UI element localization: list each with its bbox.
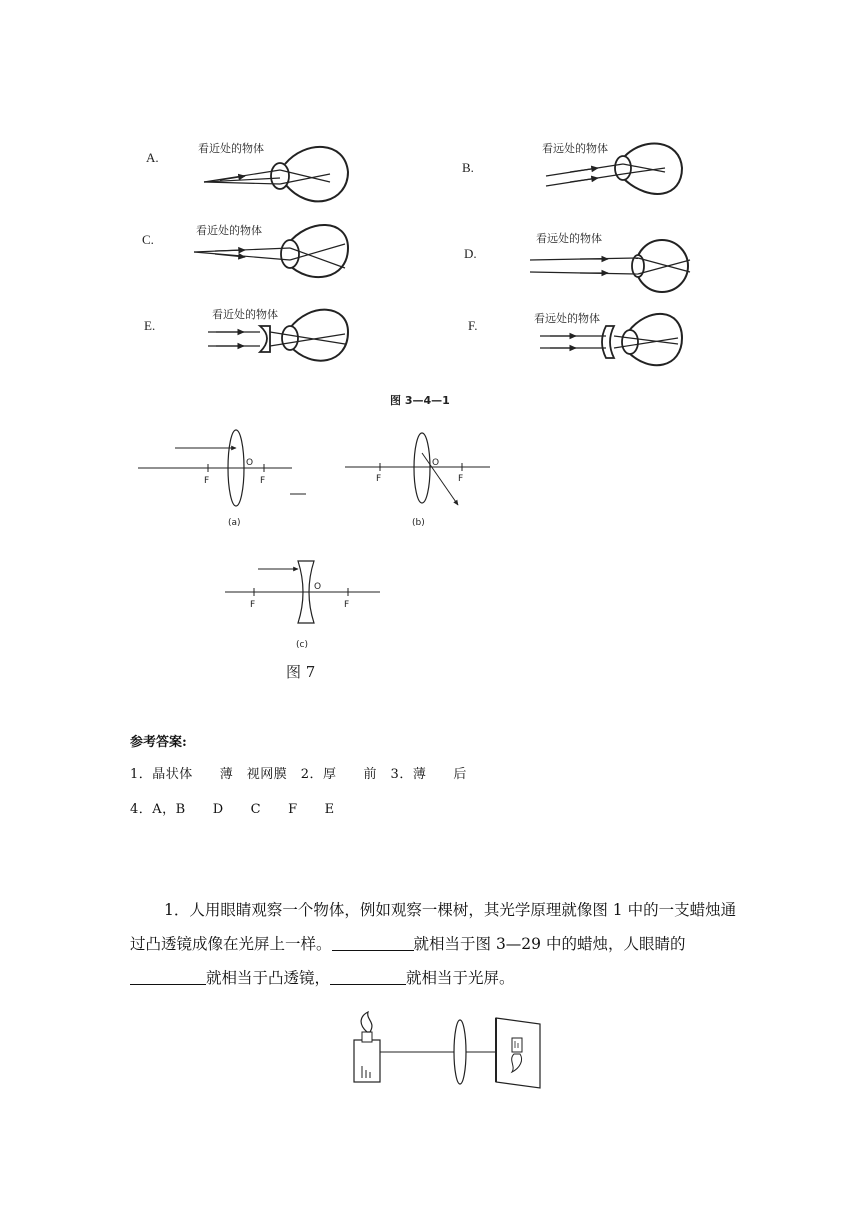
focus-label: F	[250, 600, 256, 610]
focus-label: F	[204, 476, 210, 486]
eye-diagram-figure	[120, 120, 740, 420]
subfigure-label: (a)	[228, 518, 241, 528]
center-label: O	[432, 458, 440, 468]
panel-label: 看远处的物体	[536, 232, 602, 245]
panel-letter: F.	[468, 318, 478, 333]
panel-label: 看近处的物体	[212, 308, 278, 321]
panel-letter: C.	[142, 232, 154, 247]
figure-caption: 图 7	[286, 663, 316, 681]
focus-label: F	[260, 476, 266, 486]
center-label: O	[314, 582, 322, 592]
answers-line-1: 1．晶状体 薄 视网膜 2．厚 前 3．薄 后	[130, 767, 467, 782]
question-text: 就相当于图 3—29 中的蜡烛，人眼睛的	[413, 935, 686, 953]
question-text: 就相当于凸透镜，	[206, 969, 331, 987]
subfigure-label: (b)	[412, 518, 425, 528]
lens-diagram-a	[138, 430, 306, 528]
question-text: 1．人用眼睛观察一个物体，例如观察一棵树，其光学原理就像图 1 中的一支蜡烛通过凸透镜成像在光屏上一样。	[130, 901, 737, 953]
eye-panel-d	[464, 231, 690, 292]
answers-heading: 参考答案:	[130, 735, 187, 750]
panel-letter: B.	[462, 160, 474, 175]
answer-blank[interactable]	[130, 968, 206, 985]
question-1	[130, 893, 738, 995]
answers-line-2: 4．A，B D C F E	[130, 802, 335, 817]
answers-section	[130, 731, 770, 817]
candle-lens-screen-diagram	[340, 1010, 550, 1092]
center-label: O	[246, 458, 254, 468]
panel-letter: E.	[144, 318, 156, 333]
figure-caption: 图 3—4—1	[390, 394, 450, 407]
eye-panel-e	[144, 307, 348, 361]
question-text: 就相当于光屏。	[406, 969, 515, 987]
panel-label: 看近处的物体	[196, 224, 262, 237]
answer-blank[interactable]	[332, 934, 414, 951]
panel-letter: A.	[146, 150, 159, 165]
lens-diagram-b	[345, 433, 490, 528]
panel-label: 看远处的物体	[534, 312, 600, 325]
eye-panel-a	[146, 141, 348, 201]
panel-label: 看远处的物体	[542, 142, 608, 155]
panel-letter: D.	[464, 246, 477, 261]
focus-label: F	[344, 600, 350, 610]
lens-diagram-c	[225, 561, 380, 650]
focus-label: F	[458, 474, 464, 484]
eye-panel-f	[468, 311, 682, 365]
focus-label: F	[376, 474, 382, 484]
eye-panel-b	[462, 141, 682, 194]
eye-panel-c	[142, 223, 348, 277]
answer-blank[interactable]	[330, 968, 406, 985]
lens-diagram-figure	[130, 425, 510, 685]
subfigure-label: (c)	[296, 640, 308, 650]
panel-label: 看近处的物体	[198, 142, 264, 155]
